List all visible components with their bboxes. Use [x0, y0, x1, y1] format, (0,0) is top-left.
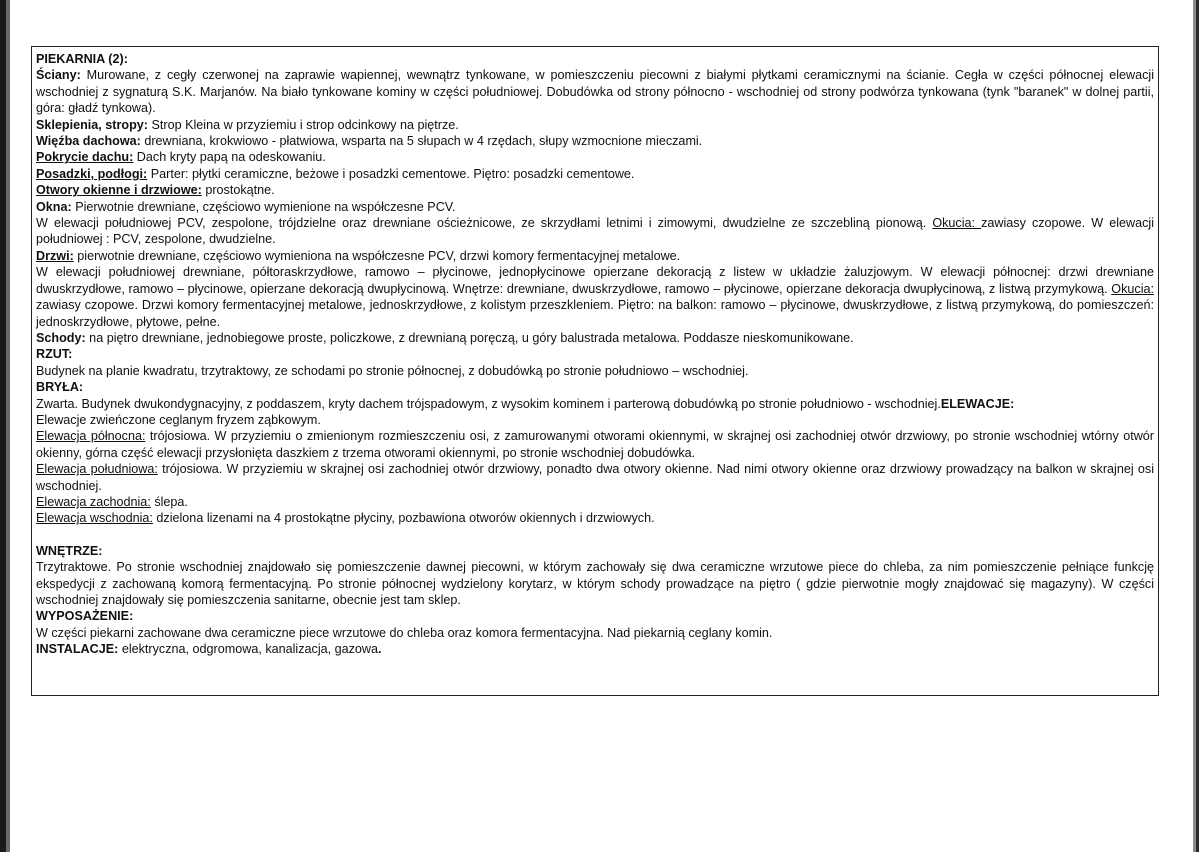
document-content — [36, 51, 1154, 658]
roof-truss-label: Więźba dachowa: — [36, 134, 141, 149]
windows-detail-a: W elewacji południowej PCV, zespolone, trójdzielne oraz drewniane ościeżnicowe, ze skrzydłami letnimi i zimowymi, dwudzielne ze szczebliną pionową. — [36, 216, 933, 231]
plan-label: RZUT: — [36, 347, 73, 362]
installations-end: . — [378, 642, 382, 657]
elevation-west-text: ślepa. — [150, 494, 188, 509]
vaults-paragraph — [36, 117, 1154, 133]
elevations-intro-text: Elewacje zwieńczone ceglanym fryzem ząbkowym. — [36, 412, 321, 427]
roof-cover-label: Pokrycie dachu: — [36, 150, 134, 165]
doors-label: Drzwi: — [36, 248, 74, 263]
stairs-text: na piętro drewniane, jednobiegowe proste, policzkowe, z drewnianą poręczą, u góry balustrada metalowa. Poddasze nieskomunikowane. — [85, 330, 854, 345]
walls-label: Ściany: — [36, 68, 81, 83]
plan-text: Budynek na planie kwadratu, trzytraktowy, ze schodami po stronie północnej, z dobudówką po stronie południowo – wschodniej. — [36, 363, 749, 378]
document-frame — [31, 46, 1159, 696]
roof-truss-text: drewniana, krokwiowo - płatwiowa, wsparta na 5 słupach w 4 rzędach, słupy wzmocnione mieczami. — [140, 134, 703, 149]
openings-label: Otwory okienne i drzwiowe: — [36, 183, 202, 198]
floors-paragraph — [36, 166, 1154, 182]
vaults-label: Sklepienia, stropy: — [36, 117, 148, 132]
windows-detail-paragraph — [36, 215, 1154, 248]
elevation-east-text: dzielona lizenami na 4 prostokątne płyciny, pozbawiona otworów okiennych i drzwiowych. — [152, 511, 655, 526]
scan-edge-right-shadow — [1193, 0, 1196, 852]
elevation-north-label: Elewacja północna: — [36, 429, 146, 444]
elevation-south-text: trójosiowa. W przyziemiu w skrajnej osi zachodniej otwór drzwiowy, ponadto dwa otwory okienne. Nad nimi otwory okienne oraz drzwiowy prowadzący na balkon w skrajnej osi wschodniej. — [36, 462, 1154, 493]
installations-text: elektryczna, odgromowa, kanalizacja, gazowa — [118, 642, 379, 657]
elevation-south-label: Elewacja południowa: — [36, 462, 158, 477]
scan-edge-left-shadow — [6, 0, 10, 852]
doors-detail-paragraph — [36, 264, 1154, 330]
elevation-north — [36, 428, 1154, 461]
doors-paragraph — [36, 248, 1154, 264]
massing-text: Zwarta. Budynek dwukondygnacyjny, z poddaszem, kryty dachem trójspadowym, z wysokim kominem i parterową dobudówką po stronie południowo - wschodniej. — [36, 396, 941, 411]
doors-fittings-label: Okucia: — [1111, 281, 1154, 296]
equipment-label: WYPOSAŻENIE: — [36, 609, 134, 624]
equipment-heading — [36, 608, 1154, 624]
elevation-west-label: Elewacja zachodnia: — [36, 494, 151, 509]
stairs-paragraph — [36, 330, 1154, 346]
section-title — [36, 51, 1154, 67]
elevations-intro — [36, 412, 1154, 428]
plan-paragraph — [36, 363, 1154, 379]
massing-label: BRYŁA: — [36, 380, 84, 395]
plan-heading — [36, 346, 1154, 362]
stairs-label: Schody: — [36, 330, 86, 345]
doors-text: pierwotnie drewniane, częściowo wymieniona na współczesne PCV, drzwi komory fermentacyjnej metalowe. — [73, 248, 681, 263]
massing-paragraph — [36, 396, 1154, 412]
doors-detail-b: zawiasy czopowe. Drzwi komory fermentacyjnej metalowe, jednoskrzydłowe, z kolistym przeszkleniem. Piętro: na balkon: ramowo – płycinowe, dwuskrzydłowe, z listwą przymykową, do pomieszczeń: jednoskrzydłowe, płytowe, pełne. — [36, 298, 1154, 329]
elevation-east — [36, 510, 1154, 526]
elevation-west — [36, 494, 1154, 510]
roof-cover-paragraph — [36, 149, 1154, 165]
floors-label: Posadzki, podłogi: — [36, 166, 148, 181]
windows-paragraph — [36, 199, 1154, 215]
elevation-north-text: trójosiowa. W przyziemiu o zmienionym rozmieszczeniu osi, z zamurowanymi otworami okiennymi, w skrajnej osi zachodniej otwór drzwiowy, po stronie wschodniej wtórny otwór okienny, górna część elewacji przysłonięta daszkiem z trzema otworami okiennymi, po stronie wschodniej dobudówka. — [36, 429, 1154, 460]
title: PIEKARNIA (2): — [36, 52, 128, 66]
spacer — [36, 527, 1154, 543]
installations-label: INSTALACJE: — [36, 642, 119, 657]
roof-truss-paragraph — [36, 133, 1154, 149]
openings-paragraph — [36, 182, 1154, 198]
interior-text: Trzytraktowe. Po stronie wschodniej znajdowało się pomieszczenie dawnej piecowni, w którym zachowały się dwa ceramiczne wrzutowe piece do chleba, za nim pomieszczenie pełniące funkcję ekspedycji z zachowaną komorą fermentacyjną. Po stronie północnej wydzielony korytarz, w którym schody prowadzące na piętro ( gdzie pierwotnie mogły znajdować się magazyny). W części wschodniej znajdowały się pomieszczenia sanitarne, obecnie jest tam sklep. — [36, 560, 1154, 607]
openings-text: prostokątne. — [201, 183, 275, 198]
elevations-label: ELEWACJE: — [940, 396, 1015, 411]
interior-heading — [36, 543, 1154, 559]
floors-text: Parter: płytki ceramiczne, beżowe i posadzki cementowe. Piętro: posadzki cementowe. — [147, 166, 635, 181]
windows-detail-b: zawiasy czopowe. W elewacji południowej : PCV, zespolone, dwudzielne. — [36, 216, 1154, 247]
interior-label: WNĘTRZE: — [36, 543, 103, 558]
walls-paragraph — [36, 67, 1154, 116]
equipment-text: W części piekarni zachowane dwa ceramiczne piece wrzutowe do chleba oraz komora fermentacyjna. Nad piekarnią ceglany komin. — [36, 625, 773, 640]
interior-paragraph — [36, 559, 1154, 608]
roof-cover-text: Dach kryty papą na odeskowaniu. — [133, 150, 326, 165]
walls-text: Murowane, z cegły czerwonej na zaprawie wapiennej, wewnątrz tynkowane, w pomieszczeniu piecowni z białymi płytkami ceramicznymi na ścianie. Cegła w części północnej elewacji wschodniej z sygnaturą S.K. Marjanów. Na biało tynkowane kominy w części południowej. Dobudówka od strony północno - wschodniej od strony podwórza tynkowana (tynk "baranek" w dolnej partii, góra: gładź tynkowa). — [36, 68, 1154, 116]
doors-detail-a: W elewacji południowej drewniane, półtoraskrzydłowe, ramowo – płycinowe, jednopłycinowe opierzane dekoracją z listew w układzie żaluzjowym. W elewacji północnej: drzwi drewniane dwuskrzydłowe, ramowo – płycinowe, opierzane dekoracją dwupłycinową. Wnętrze: drewniane, dwuskrzydłowe, ramowo – płycinowe, opierzane dekoracja dwupłycinową, z listwą przymykową. — [36, 265, 1154, 296]
elevation-east-label: Elewacja wschodnia: — [36, 511, 153, 526]
massing-heading — [36, 379, 1154, 395]
equipment-paragraph — [36, 625, 1154, 641]
elevation-south — [36, 461, 1154, 494]
windows-text: Pierwotnie drewniane, częściowo wymienione na współczesne PCV. — [71, 199, 456, 214]
installations-paragraph — [36, 641, 1154, 657]
windows-label: Okna: — [36, 199, 72, 214]
vaults-text: Strop Kleina w przyziemiu i strop odcinkowy na piętrze. — [147, 117, 459, 132]
windows-fittings-label: Okucia: — [932, 216, 982, 231]
